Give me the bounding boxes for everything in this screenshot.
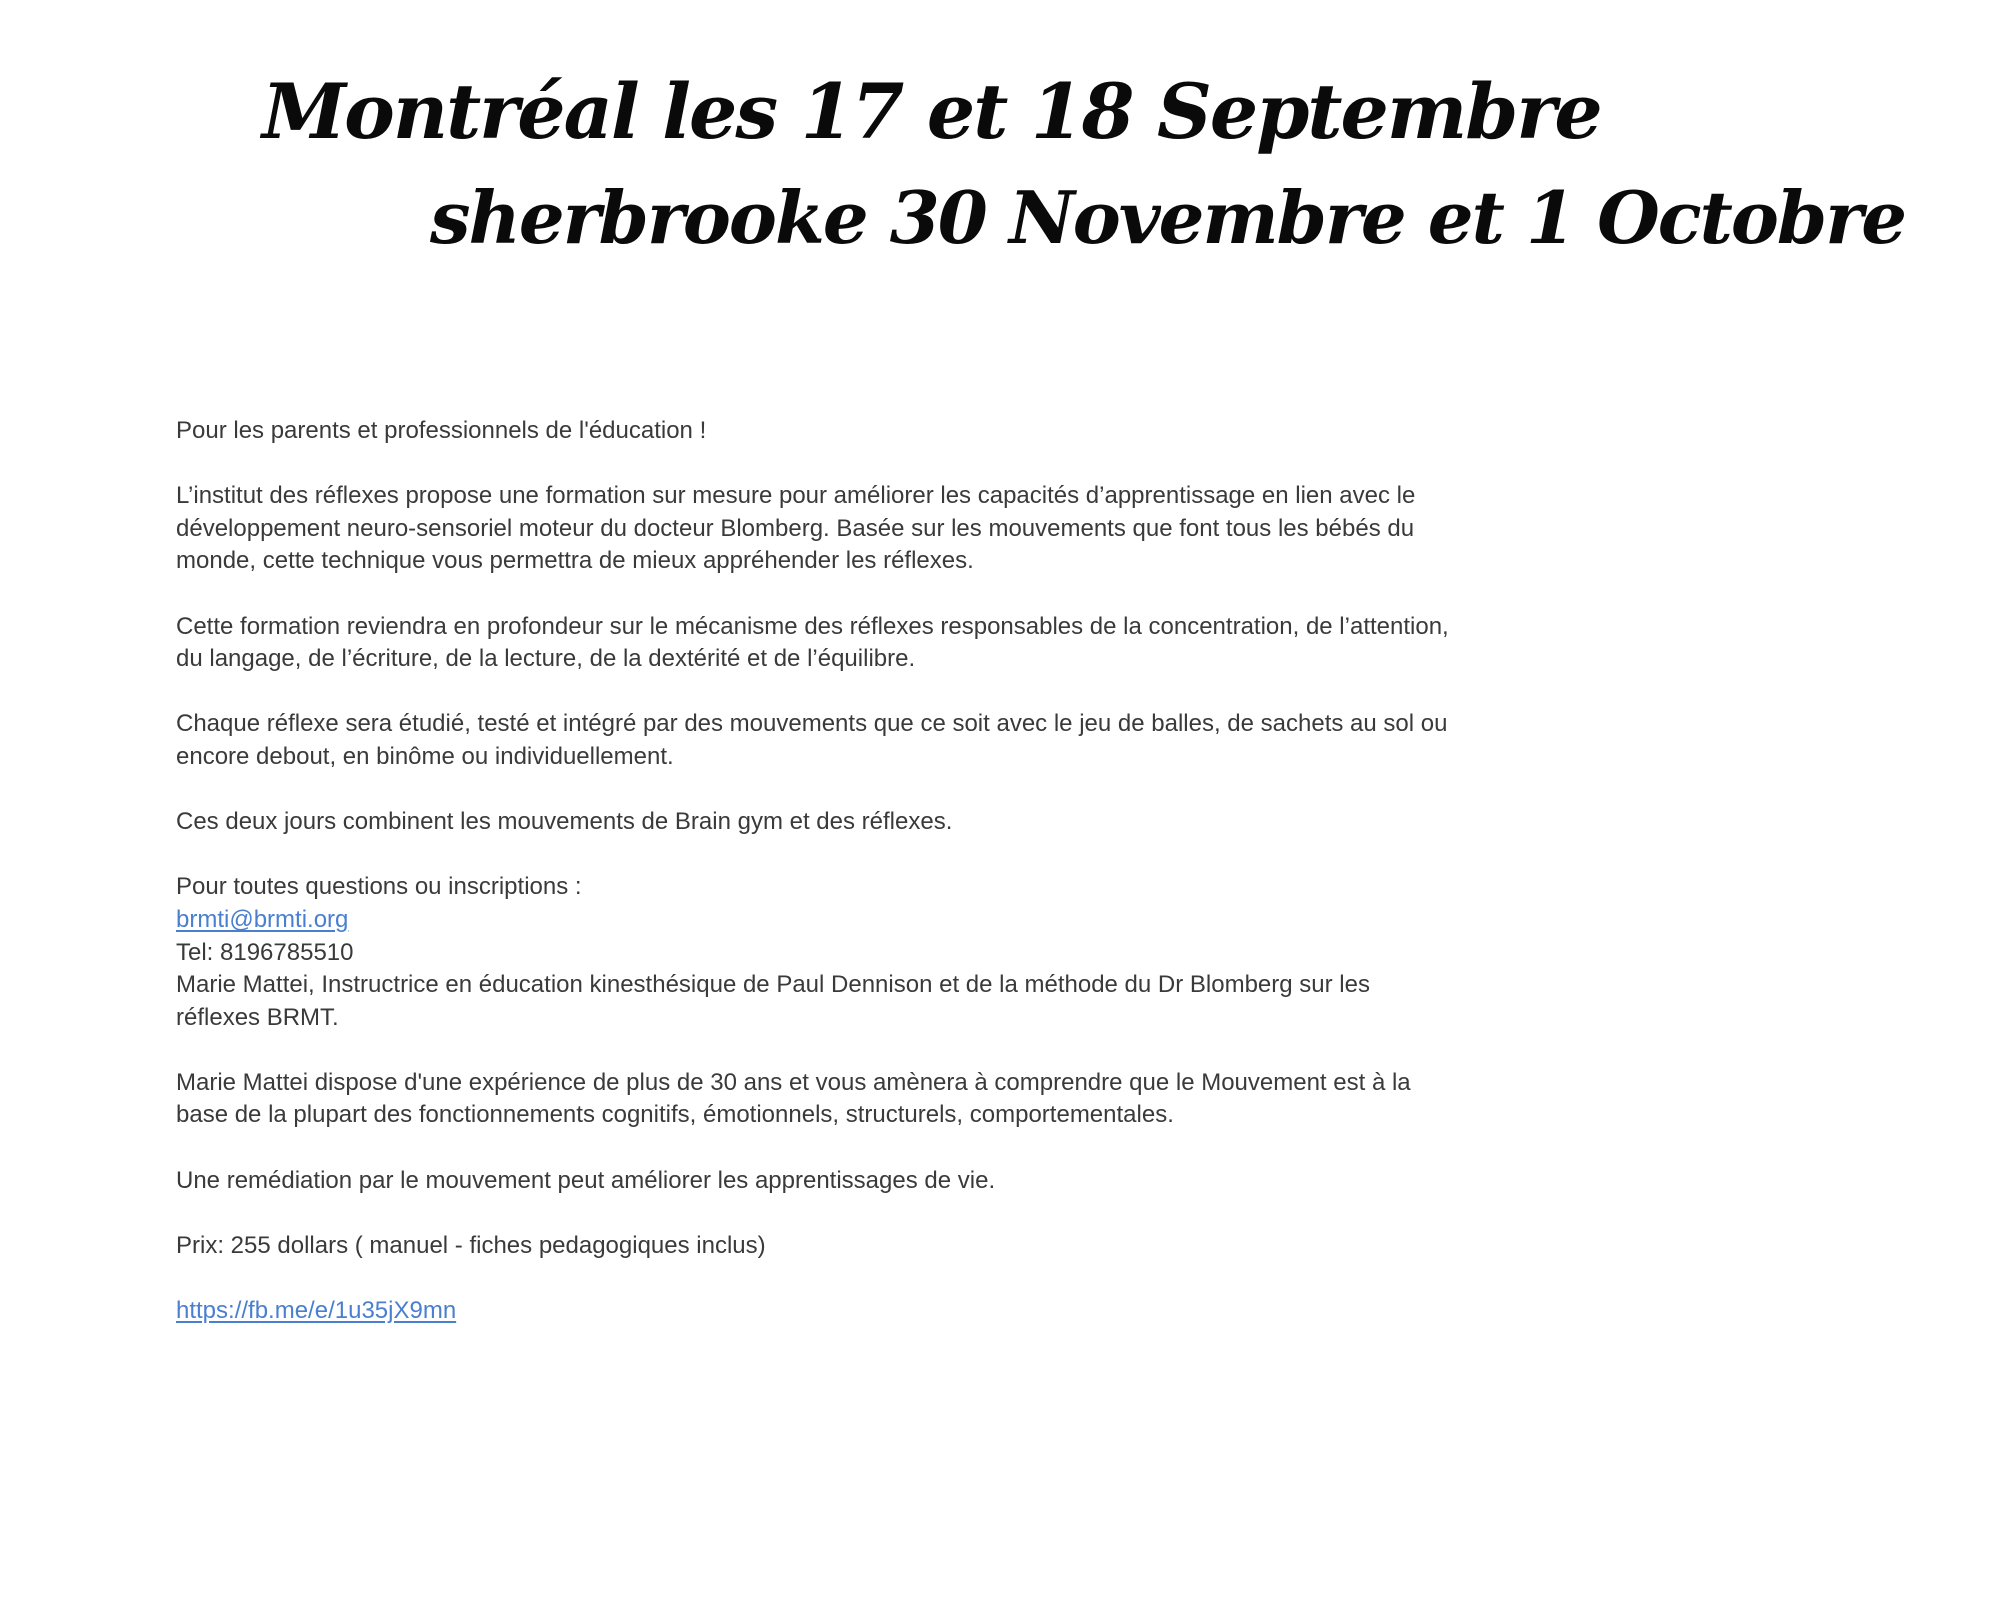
event-link[interactable]: https://fb.me/e/1u35jX9mn	[176, 1297, 457, 1325]
remediation-paragraph: Une remédiation par le mouvement peut améliorer les apprentissages de vie.	[176, 1166, 996, 1194]
contact-phone: Tel: 8196785510	[176, 938, 354, 966]
days-paragraph: Ces deux jours combinent les mouvements de Brain gym et des réflexes.	[176, 808, 953, 836]
experience-paragraph: Marie Mattei dispose d'une expérience de plus de 30 ans et vous amènera à comprendre que le Mouvement est à la base de la plupart des fonctionnements cognitifs, émotionnels, structurels, comportementales.	[176, 1068, 1411, 1129]
headline-line-2: sherbrooke 30 Novembre et 1 Octobre	[430, 175, 1906, 260]
reflexe-paragraph: Chaque réflexe sera étudié, testé et intégré par des mouvements que ce soit avec le jeu de balles, de sachets au sol ou encore debout, en binôme ou individuellement.	[176, 710, 1448, 770]
price-paragraph: Prix: 255 dollars ( manuel - fiches pedagogiques inclus)	[176, 1231, 766, 1259]
instructor-paragraph: Marie Mattei, Instructrice en éducation kinesthésique de Paul Dennison et de la méthode du Dr Blomberg sur les réflexes BRMT.	[176, 971, 1370, 1031]
institute-paragraph: L’institut des réflexes propose une formation sur mesure pour améliorer les capacités d’apprentissage en lien avec le développement neuro-sensoriel moteur du docteur Blomberg. Basée sur les mouvements que font tous les bébés du monde, cette technique vous permettra de mieux appréhender les réflexes.	[176, 482, 1416, 575]
contact-heading: Pour toutes questions ou inscriptions :	[176, 873, 582, 901]
contact-email-link[interactable]: brmti@brmti.org	[176, 905, 349, 933]
formation-paragraph: Cette formation reviendra en profondeur sur le mécanisme des réflexes responsables de la concentration, de l’attention, du langage, de l’écriture, de la lecture, de la dextérité et de l’équilibre.	[176, 612, 1449, 673]
announcement-body	[176, 415, 1636, 1328]
headline-line-1: Montréal les 17 et 18 Septembre	[262, 67, 1601, 156]
intro-paragraph: Pour les parents et professionnels de l'éducation !	[176, 417, 707, 444]
